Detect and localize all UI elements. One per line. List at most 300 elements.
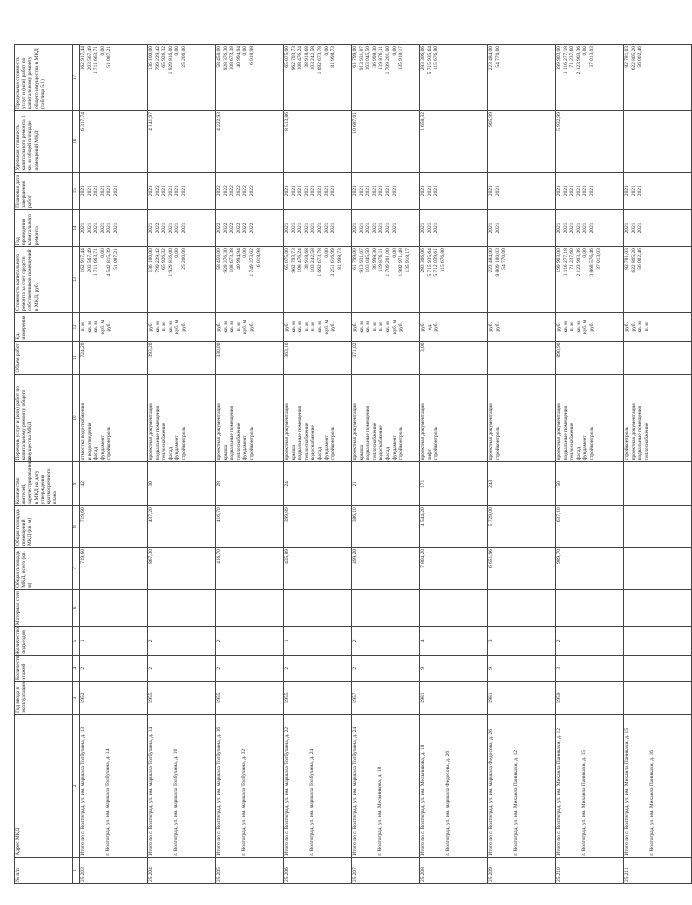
- units-list-line: руб.: [248, 322, 255, 332]
- rooms-area: [624, 506, 692, 548]
- costs-list-line: 283 306,06: [420, 248, 426, 273]
- limit-costs-list-line: 0,00: [242, 46, 249, 56]
- end-years-list-line: 2021: [637, 185, 644, 197]
- column-number: 11: [73, 341, 80, 374]
- costs-list-line: 65 075,00: [284, 248, 290, 270]
- column-header: Количество жителей, зарегистрированных в МКД на дату утверждения краткосрочного плана: [15, 462, 73, 506]
- total-area: 499,20: [352, 548, 420, 590]
- limit-costs-list-line: 82 781,03: [624, 46, 630, 68]
- limit-costs-list-line: 928 376,30: [222, 46, 229, 71]
- units-list-line: куб. м: [391, 319, 398, 334]
- end-years-list: [420, 172, 488, 209]
- floors: 2: [216, 655, 284, 681]
- limit-costs-list: [420, 45, 488, 111]
- limit-costs-list: [352, 45, 420, 111]
- column-number: 14: [73, 209, 80, 246]
- costs-list-line: 5 715 935,64: [426, 248, 433, 277]
- address-line: г. Волгоград, ул. им. маршала Толбухина, д. 32: [240, 748, 247, 856]
- end-years-list: [556, 172, 624, 209]
- years-list: [216, 209, 284, 246]
- rooms-area: 416,70: [216, 506, 284, 548]
- limit-costs-list: [284, 45, 352, 111]
- column-header: Плановая дата завершения работ: [15, 172, 73, 209]
- limit-costs-list: [556, 45, 624, 111]
- column-number: 9: [73, 462, 80, 506]
- units-list-line: руб.: [216, 322, 222, 332]
- year-built: 1957: [352, 681, 420, 714]
- years-list-line: 2021: [330, 222, 337, 234]
- end-years-list-line: 2022: [229, 185, 236, 197]
- costs-list: [624, 247, 692, 313]
- years-list-line: 2021: [378, 222, 385, 234]
- works-list-line: фасад: [575, 446, 582, 461]
- years-list-line: 2021: [433, 222, 440, 234]
- row-number: 25.210: [556, 857, 624, 883]
- floors: 2: [80, 655, 148, 681]
- end-years-list-line: 2021: [310, 185, 317, 197]
- costs-list-line: 51 087,21: [112, 248, 119, 270]
- costs-list: [556, 247, 624, 313]
- limit-costs-list-line: 108 476,24: [297, 46, 304, 71]
- end-years-list-line: 2021: [80, 185, 86, 197]
- units-list-line: кв. м: [575, 321, 582, 333]
- limit-costs-list-line: 5 715 935,64: [426, 46, 433, 75]
- column-number: 10: [73, 374, 80, 462]
- works-list-line: фасад: [316, 446, 323, 461]
- costs-list-line: 1 116 277,18: [562, 248, 569, 277]
- end-years-list-line: 2022: [248, 185, 255, 197]
- units-list-line: куб. м: [174, 319, 181, 334]
- address-cell: [488, 714, 556, 857]
- limit-costs-list-line: 0,00: [582, 46, 589, 56]
- limit-costs-list-line: 115 676,80: [433, 46, 440, 71]
- unit-cost: 4 141,97: [148, 111, 216, 172]
- units-list-line: кв. м: [358, 321, 365, 333]
- address-total-line: Итого по г. Волгоград, ул. им. Михаила Паникахи, д. 12: [556, 728, 562, 856]
- years-list-line: 2021: [391, 222, 398, 234]
- wall-material: [284, 589, 352, 626]
- limit-costs-list: [148, 45, 216, 111]
- units-list-line: руб.: [494, 322, 501, 332]
- rooms-area: 637,10: [556, 506, 624, 548]
- work-volume: 393,20: [148, 341, 216, 374]
- costs-list-line: 162 917,44: [80, 248, 86, 273]
- units-list-line: кв. м: [297, 321, 304, 333]
- works-list-line: фасад: [384, 446, 391, 461]
- end-years-list-line: 2021: [365, 185, 372, 197]
- column-header: Год проведения капитального ремонта: [15, 209, 73, 246]
- units-list-line: руб.: [433, 322, 440, 332]
- end-years-list-line: 2021: [582, 185, 589, 197]
- end-years-list-line: 2021: [433, 185, 440, 197]
- units-list-line: кв. м: [290, 321, 297, 333]
- column-number: 8: [73, 506, 80, 548]
- units-list-line: куб. м: [242, 319, 249, 334]
- column-header: Перечень услуг и (или) работ по капитальному ремонту общего имущества МКД: [15, 374, 73, 462]
- limit-costs-list-line: 199 903,00: [556, 46, 562, 71]
- limit-costs-list-line: 65 075,00: [284, 46, 290, 68]
- units-list-line: п. м: [643, 322, 650, 332]
- costs-list-line: 136 100,00: [148, 248, 154, 273]
- limit-costs-list-line: 0,00: [391, 46, 398, 56]
- works-list-line: стройконтроль: [624, 426, 630, 461]
- column-number: 12: [73, 313, 80, 342]
- works-list-line: теплоснабжение: [235, 422, 242, 461]
- works-list: [624, 374, 692, 462]
- costs-list: [148, 247, 216, 313]
- row-number: 25.204: [148, 857, 216, 883]
- unit-cost: [624, 111, 692, 172]
- works-list: [556, 374, 624, 462]
- entrances: 4: [420, 627, 488, 656]
- years-list-line: 2021: [174, 222, 181, 234]
- end-years-list: [284, 172, 352, 209]
- years-list-line: 2021: [310, 222, 317, 234]
- unit-cost: 1 658,32: [420, 111, 488, 172]
- total-area: 867,30: [148, 548, 216, 590]
- costs-list: [488, 247, 556, 313]
- years-list-line: 2021: [352, 222, 358, 234]
- costs-list-line: 103 242,58: [310, 248, 317, 273]
- years-list-line: 2021: [180, 222, 187, 234]
- costs-list-line: 108 476,24: [297, 248, 304, 273]
- units-list: [216, 313, 284, 342]
- units-list-line: куб. м: [99, 319, 106, 334]
- total-area: 989,70: [556, 548, 624, 590]
- end-years-list-line: 2021: [86, 185, 93, 197]
- units-list-line: кв. м: [365, 321, 372, 333]
- limit-costs-list-line: 71 237,60: [569, 46, 576, 68]
- limit-costs-list-line: 37 013,03: [588, 46, 595, 68]
- limit-costs-list-line: 2 123 903,36: [575, 46, 582, 75]
- units-list-line: руб.: [106, 322, 113, 332]
- costs-list-line: 0,00: [242, 248, 249, 258]
- unit-cost: 5 932,99: [556, 111, 624, 172]
- units-list-line: руб.: [180, 322, 187, 332]
- year-built: 1959: [556, 681, 624, 714]
- limit-costs-list-line: 0,00: [174, 46, 181, 56]
- costs-list: [352, 247, 420, 313]
- years-list-line: 2021: [290, 222, 297, 234]
- column-number: 17: [73, 45, 80, 111]
- units-list-line: кв. м: [637, 321, 644, 333]
- entrances: 2: [556, 627, 624, 656]
- end-years-list-line: 2021: [630, 185, 637, 197]
- years-list-line: 2022: [154, 222, 161, 234]
- end-years-list: [216, 172, 284, 209]
- units-list-line: ед.: [426, 323, 433, 331]
- total-area: 416,70: [216, 548, 284, 590]
- residents: 50: [556, 462, 624, 506]
- end-years-list-line: 2021: [588, 185, 595, 197]
- limit-costs-list-line: 40 994,94: [235, 46, 242, 68]
- costs-list-line: 119 876,11: [378, 248, 385, 273]
- wall-material: [216, 589, 284, 626]
- works-list-line: стройконтроль: [248, 426, 255, 461]
- works-list-line: стройконтроль: [330, 426, 337, 461]
- units-list: [80, 313, 148, 342]
- wall-material: [556, 589, 624, 626]
- column-header: Удельная стоимость капитального ремонта 1 кв. м общей площади помещений МКД: [15, 111, 73, 172]
- costs-list-line: 199 903,00: [556, 248, 562, 273]
- address-line: г. Волгоград, ул. им. Мельникова, д. 18: [376, 766, 383, 856]
- years-list-line: 2021: [637, 222, 644, 234]
- works-list-line: стройконтроль: [106, 426, 113, 461]
- work-volume: 363,10: [284, 341, 352, 374]
- row-number: 25.209: [488, 857, 556, 883]
- year-built: 1952: [80, 681, 148, 714]
- years-list: [284, 209, 352, 246]
- end-years-list-line: 2021: [284, 185, 290, 197]
- column-number: 13: [73, 247, 80, 313]
- years-list: [624, 209, 692, 246]
- row-number: 25.208: [420, 857, 488, 883]
- years-list-line: 2021: [167, 222, 174, 234]
- end-years-list-line: 2021: [488, 185, 494, 197]
- residents: 42: [80, 462, 148, 506]
- address-cell: [624, 714, 692, 857]
- address-cell: [216, 714, 284, 857]
- work-volume: 3,00: [420, 341, 488, 374]
- costs-list-line: 82 781,03: [624, 248, 630, 270]
- end-years-list-line: 2021: [323, 185, 330, 197]
- limit-costs-list-line: 622 805,20: [630, 46, 637, 71]
- years-list-line: 2021: [99, 222, 106, 234]
- units-list-line: руб.: [148, 322, 154, 332]
- years-list-line: 2021: [161, 222, 168, 234]
- works-list: [148, 374, 216, 462]
- limit-costs-list-line: 81 998,73: [330, 46, 337, 68]
- wall-material: [420, 589, 488, 626]
- units-list-line: куб. м: [323, 319, 330, 334]
- end-years-list-line: 2021: [316, 185, 323, 197]
- address-total-line: Итого по г. Волгоград, ул. им. маршала Толбухина, д. 14: [148, 726, 154, 856]
- end-years-list-line: 2021: [290, 185, 297, 197]
- years-list-line: 2021: [323, 222, 330, 234]
- column-number: 6: [73, 589, 80, 626]
- works-list-line: проектная документация: [352, 403, 358, 461]
- costs-list-line: 61 799,00: [352, 248, 358, 270]
- address-line: г. Волгоград, ул. им. Михаила Паникахи, д. 12: [512, 750, 519, 856]
- works-list-line: проектная документация: [630, 403, 637, 461]
- limit-costs-list-line: 61 799,00: [352, 46, 358, 68]
- column-header: Предельная стоимость услуг и (или) работ по капитальному ремонту общего имущества в МКД (таблица 5.1): [15, 45, 73, 111]
- end-years-list-line: 2022: [222, 185, 229, 197]
- years-list: [488, 209, 556, 246]
- units-list-line: п. м: [569, 322, 576, 332]
- end-years-list-line: 2021: [562, 185, 569, 197]
- row-number: 25.207: [352, 857, 420, 883]
- years-list-line: 2021: [575, 222, 582, 234]
- rotated-register-sheet: [14, 44, 655, 884]
- years-list-line: 2021: [358, 222, 365, 234]
- end-years-list-line: 2022: [216, 185, 222, 197]
- costs-list-line: 203 567,49: [86, 248, 93, 273]
- years-list-line: 2021: [371, 222, 378, 234]
- costs-list-line: 223 484,00: [488, 248, 494, 273]
- column-header: Количество подъездов: [15, 627, 73, 656]
- rooms-area: 437,20: [148, 506, 216, 548]
- works-list-line: и водоотведения: [86, 422, 93, 461]
- rooms-area: 719,60: [80, 506, 148, 548]
- units-list-line: п. м: [303, 322, 310, 332]
- address-total-line: Итого по г. Волгоград, ул. им. маршала Федосова, д. 26: [488, 729, 494, 856]
- column-number: 3: [73, 681, 80, 714]
- entrances: 1: [80, 627, 148, 656]
- years-list-line: 2022: [216, 222, 222, 234]
- works-list-line: проектная документация: [556, 403, 562, 461]
- units-list-line: руб.: [624, 322, 630, 332]
- years-list-line: 2021: [303, 222, 310, 234]
- units-list-line: п. м: [378, 322, 385, 332]
- units-list-line: руб.: [330, 322, 337, 332]
- years-list-line: 2021: [588, 222, 595, 234]
- end-years-list-line: 2021: [330, 185, 337, 197]
- costs-list-line: 622 805,20: [630, 248, 637, 273]
- address-cell: [420, 714, 488, 857]
- costs-list-line: 38 918,68: [303, 248, 310, 270]
- entrances: 1: [284, 627, 352, 656]
- end-years-list: [80, 172, 148, 209]
- costs-list: [80, 247, 148, 313]
- works-list-line: подвальные помещения: [229, 405, 236, 461]
- costs-list-line: 103 045,50: [365, 248, 372, 273]
- floors: 2: [352, 655, 420, 681]
- costs-list-line: 1 709 201,00: [384, 248, 391, 277]
- table-row: [80, 45, 148, 884]
- end-years-list-line: 2021: [174, 185, 181, 197]
- address-line: г. Волгоград, ул. им. маршала Толбухина, д. 24: [308, 748, 315, 856]
- years-list: [420, 209, 488, 246]
- row-number: 25.203: [80, 857, 148, 883]
- residents: 171: [420, 462, 488, 506]
- address-total-line: Итого по г. Волгоград, ул. им. маршала Толбухина, д. 22: [284, 726, 290, 856]
- units-list-line: п. м: [161, 322, 168, 332]
- residents: 28: [216, 462, 284, 506]
- units-list: [624, 313, 692, 342]
- works-list-line: проектная документация: [148, 403, 154, 461]
- costs-list-line: 799 229,42: [154, 248, 161, 273]
- units-list-line: руб.: [284, 322, 290, 332]
- end-years-list-line: 2021: [494, 185, 501, 197]
- floors: [624, 655, 692, 681]
- limit-costs-list-line: 203 567,49: [86, 46, 93, 71]
- costs-list-line: 4 542 815,39: [106, 248, 113, 277]
- year-built: 1981: [488, 681, 556, 714]
- end-years-list-line: 2021: [556, 185, 562, 197]
- table-body: [80, 45, 692, 884]
- table-row: [624, 45, 692, 884]
- capital-repair-register-table: [14, 44, 692, 884]
- works-list-line: проектная документация: [488, 403, 494, 461]
- years-list-line: 2021: [284, 222, 290, 234]
- units-list: [148, 313, 216, 342]
- years-list-line: 2021: [93, 222, 100, 234]
- address-cell: [556, 714, 624, 857]
- address-line: г. Волгоград, ул. им. маршала Федосова, д. 26: [444, 750, 451, 856]
- limit-costs-list-line: 58 450,00: [216, 46, 222, 68]
- works-list: [352, 374, 420, 462]
- address-line: г. Волгоград, ул. им. Михаила Паникахи, д. 16: [648, 750, 655, 856]
- units-list: [352, 313, 420, 342]
- works-list-line: фундамент: [174, 435, 181, 461]
- limit-costs-list-line: 108 673,38: [229, 46, 236, 71]
- column-number: 5: [73, 627, 80, 656]
- units-list-line: кв. м: [316, 321, 323, 333]
- total-area: 435,89: [284, 548, 352, 590]
- end-years-list-line: 2021: [391, 185, 398, 197]
- units-list-line: руб.: [352, 322, 358, 332]
- costs-list-line: 25 200,00: [180, 248, 187, 270]
- costs-list-line: 913 931,07: [358, 248, 365, 273]
- limit-costs-list-line: 1 929 816,00: [167, 46, 174, 75]
- works-list-line: теплоснабжение: [303, 422, 310, 461]
- address-total-line: Итого по г. Волгоград, ул. им. маршала Толбухина, д. 16: [216, 726, 222, 856]
- end-years-list-line: 2021: [303, 185, 310, 197]
- units-list-line: руб.: [630, 322, 637, 332]
- address-cell: [352, 714, 420, 857]
- table-row: [556, 45, 624, 884]
- end-years-list-line: 2021: [575, 185, 582, 197]
- floors: 9: [488, 655, 556, 681]
- limit-costs-list-line: 283 306,06: [420, 46, 426, 71]
- end-years-list-line: 2021: [420, 185, 426, 197]
- address-cell: [148, 714, 216, 857]
- end-years-list-line: 2022: [154, 185, 161, 197]
- costs-list: [216, 247, 284, 313]
- works-list: [216, 374, 284, 462]
- years-list-line: 2022: [229, 222, 236, 234]
- residents: 21: [352, 462, 420, 506]
- years-list: [80, 209, 148, 246]
- end-years-list-line: 2021: [384, 185, 391, 197]
- limit-costs-list-line: 1 711 663,71: [93, 46, 100, 75]
- unit-cost: 6 317,74: [80, 111, 148, 172]
- years-list-line: 2022: [248, 222, 255, 234]
- limit-costs-list-line: 1 709 201,00: [384, 46, 391, 75]
- total-area: 6 651,96: [488, 548, 556, 590]
- works-list-line: стройконтроль: [433, 426, 440, 461]
- units-list-line: кв. м: [154, 321, 161, 333]
- years-list-line: 2021: [624, 222, 630, 234]
- residents: [624, 462, 692, 506]
- table-row: [352, 45, 420, 884]
- works-list-line: теплоснабжение: [569, 422, 576, 461]
- costs-list-line: 5 712 039,61: [433, 248, 440, 277]
- units-list: [488, 313, 556, 342]
- units-list-line: куб. м: [582, 319, 589, 334]
- limit-costs-list: [216, 45, 284, 111]
- unit-cost: 905,99: [488, 111, 556, 172]
- end-years-list-line: 2021: [112, 185, 119, 197]
- end-years-list-line: 2021: [161, 185, 168, 197]
- limit-costs-list: [80, 45, 148, 111]
- column-number: 1: [73, 857, 80, 883]
- end-years-list-line: 2021: [624, 185, 630, 197]
- column-header: Ед. измерения: [15, 313, 73, 342]
- works-list-line: стройконтроль: [588, 426, 595, 461]
- works-list-line: крыша: [222, 444, 229, 461]
- floors: 2: [284, 655, 352, 681]
- work-volume: 371,02: [352, 341, 420, 374]
- limit-costs-list-line: 6 018,98: [248, 46, 255, 65]
- column-number: 15: [73, 172, 80, 209]
- end-years-list-line: 2021: [371, 185, 378, 197]
- years-list-line: 2021: [426, 222, 433, 234]
- years-list-line: 2021: [86, 222, 93, 234]
- years-list-line: 2021: [80, 222, 86, 234]
- units-list-line: кв. м: [562, 321, 569, 333]
